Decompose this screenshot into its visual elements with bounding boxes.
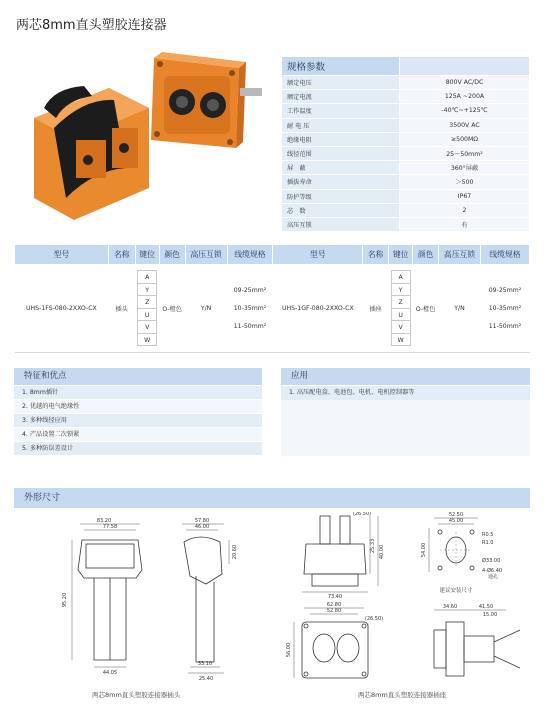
spec-header: 规格参数 bbox=[282, 57, 400, 76]
table-row bbox=[15, 265, 530, 353]
socket-side-drawing bbox=[434, 610, 520, 676]
dim-label: 20.60 bbox=[232, 544, 238, 560]
spec-value: 3500V AC bbox=[400, 118, 530, 132]
model-name: 插座 bbox=[363, 265, 389, 353]
socket-bottom-drawing bbox=[294, 608, 368, 678]
dim-label: 95.20 bbox=[62, 592, 68, 608]
spec-key: 插拔寿命 bbox=[282, 175, 400, 189]
list-item: 4. 产品设置二次锁紧 bbox=[14, 428, 262, 442]
key-code: A bbox=[137, 270, 157, 284]
plug-front-drawing bbox=[72, 524, 142, 667]
plug-illustration bbox=[34, 86, 149, 220]
col-header: 线缆规格 bbox=[480, 245, 529, 265]
dim-label: 54.00 bbox=[421, 542, 427, 558]
spec-value: 2 bbox=[400, 203, 530, 217]
install-note: 建议安装尺寸 bbox=[439, 588, 473, 594]
list-item: 5. 多种防误差设计 bbox=[14, 442, 262, 456]
spec-key: 防护等级 bbox=[282, 189, 400, 203]
dim-label: 45.00 bbox=[448, 518, 464, 524]
dim-label: (26.50) bbox=[352, 512, 372, 517]
model-name: 插头 bbox=[108, 265, 135, 353]
application-header: 应用 bbox=[281, 368, 530, 385]
dim-label: 34.60 bbox=[442, 604, 458, 610]
spec-value: IP67 bbox=[400, 189, 530, 203]
dim-label: 33.10 bbox=[197, 661, 213, 667]
spec-key: 屏 蔽 bbox=[282, 161, 400, 175]
dim-label: 56.00 bbox=[286, 642, 292, 658]
col-header: 高压互锁 bbox=[439, 245, 481, 265]
spec-key: 额定电流 bbox=[282, 90, 400, 104]
col-header: 线缆规格 bbox=[227, 245, 273, 265]
key-list bbox=[135, 265, 159, 353]
spec-key: 耐 电 压 bbox=[282, 118, 400, 132]
spec-table bbox=[281, 56, 530, 232]
spec-value: ≥500MΩ bbox=[400, 132, 530, 146]
model-color: O-橙色 bbox=[159, 265, 185, 353]
features-header: 特征和优点 bbox=[14, 368, 262, 385]
model-hvil: Y/N bbox=[185, 265, 227, 353]
col-header: 型号 bbox=[273, 245, 363, 265]
key-code: Y bbox=[391, 283, 411, 297]
application-list bbox=[281, 386, 530, 456]
dim-label: 4-Ø6.40 bbox=[482, 568, 503, 574]
key-code: Z bbox=[391, 295, 411, 309]
dim-label: 52.80 bbox=[326, 608, 342, 614]
spec-value: 有 bbox=[400, 217, 530, 231]
dim-label: 77.58 bbox=[102, 524, 118, 530]
spec-key: 工作温度 bbox=[282, 104, 400, 118]
plug-side-drawing bbox=[182, 524, 229, 673]
key-code: A bbox=[391, 270, 411, 284]
model-number: UHS-1GF-080-2XXO-CX bbox=[273, 265, 363, 353]
key-code: Z bbox=[137, 295, 157, 309]
list-item: 3. 多种线径应用 bbox=[14, 414, 262, 428]
socket-front-drawing bbox=[302, 516, 378, 592]
dim-label: 73.40 bbox=[327, 594, 343, 600]
spec-key: 绝缘电阻 bbox=[282, 132, 400, 146]
product-photo bbox=[14, 48, 272, 228]
col-header: 颜色 bbox=[159, 245, 185, 265]
model-number: UHS-1FS-080-2XXO-CX bbox=[15, 265, 109, 353]
socket-illustration bbox=[151, 52, 262, 148]
col-header: 名称 bbox=[108, 245, 135, 265]
cable-spec: 09-25mm² 10-35mm² 11-50mm² bbox=[227, 265, 273, 353]
dim-label: 40.00 bbox=[379, 544, 385, 560]
list-item: 2. 优越的电气绝缘性 bbox=[14, 400, 262, 414]
spec-key: 额定电压 bbox=[282, 76, 400, 90]
list-item: 1. 高压配电盒、电池包、电机、电机控制器等 bbox=[281, 386, 530, 400]
features-list bbox=[14, 386, 262, 456]
dim-label: Ø33.00 bbox=[482, 558, 501, 564]
install-cutout-drawing bbox=[429, 518, 478, 572]
dim-label: (26.50) bbox=[364, 616, 384, 622]
key-code: U bbox=[391, 308, 411, 322]
spec-value: 360°屏蔽 bbox=[400, 161, 530, 175]
dim-label: R0.5 bbox=[482, 532, 494, 538]
key-code: Y bbox=[137, 283, 157, 297]
spec-value: 25～50mm² bbox=[400, 146, 530, 160]
col-header: 名称 bbox=[363, 245, 389, 265]
key-code: U bbox=[137, 308, 157, 322]
spec-key: 高压互锁 bbox=[282, 217, 400, 231]
dim-label: 15.00 bbox=[482, 612, 498, 618]
key-list bbox=[389, 265, 413, 353]
col-header: 键位 bbox=[135, 245, 159, 265]
key-code: V bbox=[391, 320, 411, 334]
col-header: 型号 bbox=[15, 245, 109, 265]
dim-label: 83.20 bbox=[96, 518, 112, 524]
caption-plug: 两芯8mm直头塑胶连接器插头 bbox=[92, 691, 181, 699]
dim-label: 52.50 bbox=[448, 512, 464, 518]
spec-key: 线径范围 bbox=[282, 146, 400, 160]
dim-label: 41.50 bbox=[478, 604, 494, 610]
dimensions-header: 外形尺寸 bbox=[14, 488, 530, 508]
col-header: 键位 bbox=[389, 245, 413, 265]
dimension-drawings bbox=[14, 512, 534, 697]
dim-label: 通孔 bbox=[488, 574, 499, 580]
model-hvil: Y/N bbox=[439, 265, 481, 353]
key-code: W bbox=[137, 333, 157, 347]
dim-label: R1.0 bbox=[482, 540, 494, 546]
key-code: V bbox=[137, 320, 157, 334]
spec-value: ＞500 bbox=[400, 175, 530, 189]
dim-label: 25.40 bbox=[198, 676, 214, 682]
dim-label: 57.80 bbox=[194, 518, 210, 524]
model-color: O-橙色 bbox=[413, 265, 439, 353]
spec-value: 800V AC/DC bbox=[400, 76, 530, 90]
dim-label: 44.05 bbox=[102, 670, 118, 676]
list-item: 1. 8mm插针 bbox=[14, 386, 262, 400]
dim-label: 46.00 bbox=[194, 524, 210, 530]
col-header: 高压互锁 bbox=[185, 245, 227, 265]
spec-key: 芯 数 bbox=[282, 203, 400, 217]
dim-label: 62.80 bbox=[326, 602, 342, 608]
col-header: 颜色 bbox=[413, 245, 439, 265]
cable-spec: 09-25mm² 10-35mm² 11-50mm² bbox=[480, 265, 529, 353]
dim-label: 25.33 bbox=[370, 538, 376, 554]
caption-socket: 两芯8mm直头塑胶连接器插座 bbox=[358, 691, 447, 699]
key-code: W bbox=[391, 333, 411, 347]
page-title: 两芯8mm直头塑胶连接器 bbox=[16, 18, 167, 33]
spec-value: 125A ~200A bbox=[400, 90, 530, 104]
model-table bbox=[14, 244, 530, 353]
spec-value: -40℃~+125℃ bbox=[400, 104, 530, 118]
